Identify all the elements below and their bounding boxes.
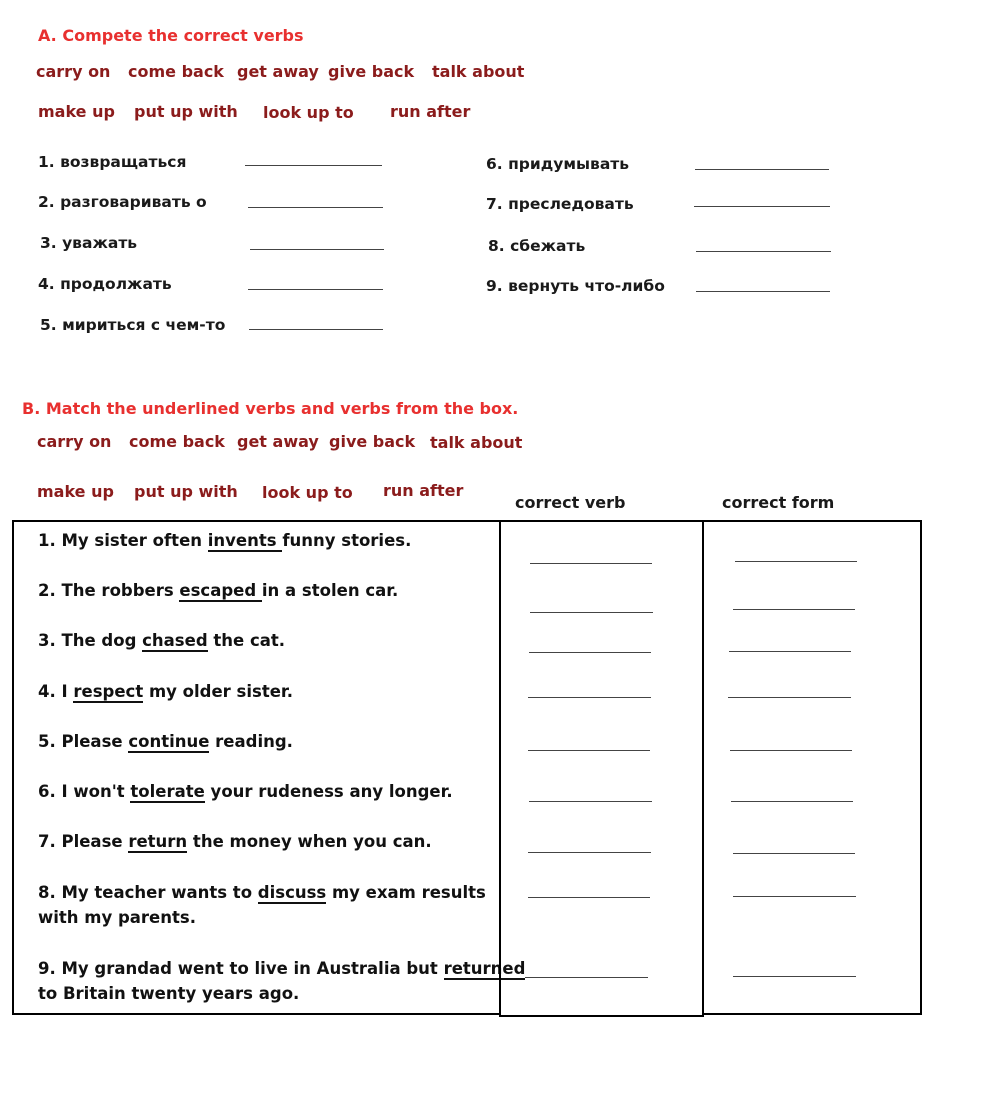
verb-box-a-item: talk about: [432, 62, 525, 81]
underlined-verb: chased: [142, 631, 208, 650]
translation-item: 9. вернуть что-либо: [486, 277, 665, 295]
translation-item: 8. сбежать: [488, 237, 586, 255]
answer-blank[interactable]: [694, 206, 830, 207]
correct-form-column: [702, 520, 922, 1015]
sentences-box: [12, 520, 526, 1015]
sentence-8: 8. My teacher wants to discuss my exam results with my parents.: [38, 883, 486, 927]
underlined-verb: discuss: [257, 883, 327, 902]
sentence-5: 5. Please continue reading.: [38, 732, 293, 751]
translation-item: 2. разговаривать о: [38, 193, 207, 211]
verb-box-a-item: come back: [128, 62, 224, 81]
correct-form-blank[interactable]: [735, 561, 857, 562]
sentence-3: 3. The dog chased the cat.: [38, 631, 286, 650]
sentence-1: 1. My sister often invents funny stories.: [38, 531, 412, 550]
underlined-verb: escaped: [179, 581, 262, 600]
section-b-heading: B. Match the underlined verbs and verbs from the box.: [22, 399, 519, 418]
answer-blank[interactable]: [245, 165, 382, 166]
column-header-correct-form: correct form: [722, 493, 835, 512]
answer-blank[interactable]: [248, 207, 383, 208]
verb-box-b-item: get away: [237, 432, 319, 451]
translation-item: 3. уважать: [40, 234, 138, 252]
answer-blank[interactable]: [695, 169, 829, 170]
correct-form-blank[interactable]: [729, 651, 851, 652]
correct-form-blank[interactable]: [731, 801, 853, 802]
underlined-verb: respect: [73, 682, 144, 701]
verb-box-b-item: make up: [37, 482, 114, 501]
correct-verb-blank[interactable]: [528, 897, 650, 898]
verb-box-a-item: give back: [328, 62, 415, 81]
correct-form-blank[interactable]: [728, 697, 851, 698]
sentence-2: 2. The robbers escaped in a stolen car.: [38, 581, 399, 600]
answer-blank[interactable]: [250, 249, 384, 250]
underlined-verb: invents: [207, 531, 283, 550]
translation-item: 5. мириться с чем-то: [40, 316, 226, 334]
sentence-9: 9. My grandad went to live in Australia but returned to Britain twenty years ago.: [38, 959, 526, 1003]
underlined-verb: returned: [443, 959, 526, 978]
correct-form-blank[interactable]: [733, 609, 855, 610]
correct-verb-blank[interactable]: [530, 612, 653, 613]
verb-box-b-item: put up with: [134, 482, 238, 501]
verb-box-a-item: look up to: [263, 103, 354, 122]
correct-verb-blank[interactable]: [529, 801, 652, 802]
section-a-heading: A. Compete the correct verbs: [38, 26, 304, 45]
correct-verb-blank[interactable]: [529, 652, 651, 653]
answer-blank[interactable]: [249, 329, 383, 330]
underlined-verb: return: [128, 832, 188, 851]
verb-box-a-item: carry on: [36, 62, 111, 81]
verb-box-b-item: look up to: [262, 483, 353, 502]
verb-box-b-item: come back: [129, 432, 225, 451]
translation-item: 7. преследовать: [486, 195, 634, 213]
verb-box-a-item: get away: [237, 62, 319, 81]
column-header-correct-verb: correct verb: [515, 493, 626, 512]
verb-box-a-item: run after: [390, 102, 471, 121]
translation-item: 1. возвращаться: [38, 153, 187, 171]
correct-verb-blank[interactable]: [528, 852, 651, 853]
correct-verb-blank[interactable]: [528, 697, 651, 698]
verb-box-b-item: give back: [329, 432, 416, 451]
correct-form-blank[interactable]: [733, 896, 856, 897]
correct-verb-blank[interactable]: [528, 750, 650, 751]
verb-box-b-item: talk about: [430, 433, 523, 452]
correct-verb-column: [499, 520, 704, 1017]
translation-item: 4. продолжать: [38, 275, 172, 293]
underlined-verb: continue: [128, 732, 210, 751]
answer-blank[interactable]: [248, 289, 383, 290]
verb-box-b-item: run after: [383, 481, 464, 500]
verb-box-a-item: put up with: [134, 102, 238, 121]
correct-form-blank[interactable]: [733, 853, 855, 854]
sentence-6: 6. I won't tolerate your rudeness any longer.: [38, 782, 453, 801]
correct-form-blank[interactable]: [730, 750, 852, 751]
translation-item: 6. придумывать: [486, 155, 630, 173]
verb-box-b-item: carry on: [37, 432, 112, 451]
answer-blank[interactable]: [696, 251, 831, 252]
sentence-4: 4. I respect my older sister.: [38, 682, 293, 701]
correct-form-blank[interactable]: [733, 976, 856, 977]
underlined-verb: tolerate: [130, 782, 205, 801]
correct-verb-blank[interactable]: [525, 977, 648, 978]
verb-box-a-item: make up: [38, 102, 115, 121]
sentence-7: 7. Please return the money when you can.: [38, 832, 432, 851]
correct-verb-blank[interactable]: [530, 563, 652, 564]
answer-blank[interactable]: [696, 291, 830, 292]
